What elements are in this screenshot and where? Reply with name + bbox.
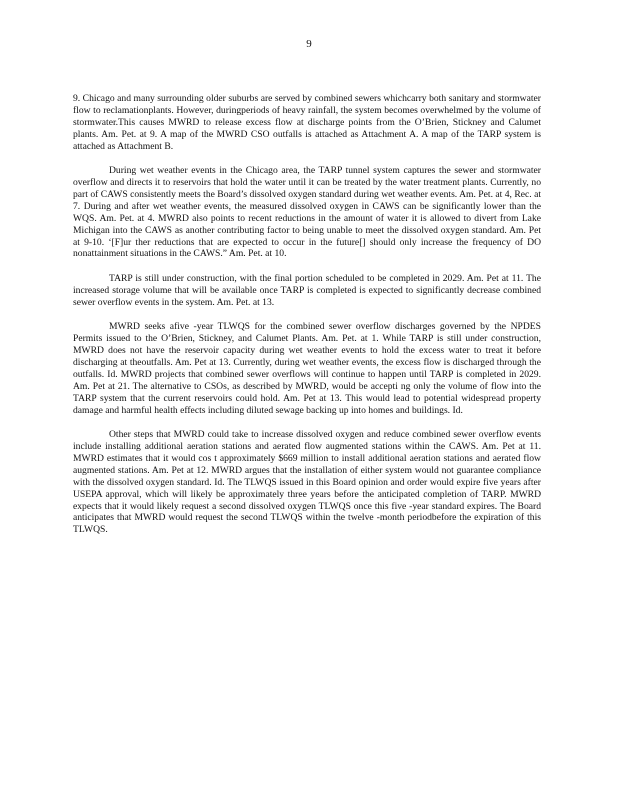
page-number: 9	[306, 38, 312, 50]
paragraph-2: During wet weather events in the Chicago area, the TARP tunnel system captures the sewer and stormwater overflow and directs it to reservoirs that hold the water until it can be treated by the water treatment plants. Currently, no part of CAWS consistently meets the Board’s dissolved oxygen standard during wet weather events. Am. Pet. at 4, Rec. at 7. During and after wet weather events, the measured dissolved oxygen in CAWS can be significantly lower than the WQS. Am. Pet. at 4. MWRD also points to recent reductions in the amount of water it is allowed to divert from Lake Michigan into the CAWS as another contributing factor to being unable to meet the dissolved oxygen standard. Am. Pet at 9-10. ‘[F]ur ther reductions that are expected to occur in the future[] should only increase the frequency of DO nonattainment situations in the CAWS.” Am. Pet. at 10.	[73, 165, 541, 260]
paragraph-1: 9. Chicago and many surrounding older suburbs are served by combined sewers whichcarry both sanitary and stormwater flow to reclamationplants. However, duringperiods of heavy rainfall, the system becomes overwhelmed by the volume of stormwater.This causes MWRD to release excess flow at discharge points from the O’Brien, Stickney and Calumet plants. Am. Pet. at 9. A map of the MWRD CSO outfalls is attached as Attachment A. A map of the TARP system is attached as Attachment B.	[73, 93, 541, 152]
paragraph-5: Other steps that MWRD could take to increase dissolved oxygen and reduce combined sewer overflow events include installing additional aeration stations and aerated flow augmented stations within the CAWS. Am. Pet at 11. MWRD estimates that it would cos t approximately $669 million to install additional aeration stations and aerated flow augmented stations. Am. Pet at 12. MWRD argues that the installation of either system would not guarantee compliance with the dissolved oxygen standard. Id. The TLWQS issued in this Board opinion and order would expire five years after USEPA approval, which will likely be approximately three years before the anticipated completion of TARP. MWRD expects that it would likely request a second dissolved oxygen TLWQS once this five -year standard expires. The Board anticipates that MWRD would request the second TLWQS within the twelve -month periodbefore the expiration of this TLWQS.	[73, 429, 541, 536]
paragraph-4: MWRD seeks afive -year TLWQS for the combined sewer overflow discharges governed by the NPDES Permits issued to the O’Brien, Stickney, and Calumet Plants. Am. Pet. at 1. While TARP is still under construction, MWRD does not have the reservoir capacity during wet weather events to hold the excess water to treat it before discharging at theoutfalls. Am. Pet at 13. Currently, during wet weather events, the excess flow is discharged through the outfalls. Id. MWRD projects that combined sewer overflows will continue to happen until TARP is completed in 2029. Am. Pet at 21. The alternative to CSOs, as described by MWRD, would be accepti ng only the volume of flow into the TARP system that the current reservoirs could hold. Am. Pet at 13. This would lead to potential widespread property damage and harmful health effects including diluted sewage backing up into homes and buildings. Id.	[73, 321, 541, 416]
document-body	[73, 93, 541, 549]
paragraph-3: TARP is still under construction, with the final portion scheduled to be completed in 2029. Am. Pet at 11. The increased storage volume that will be available once TARP is completed is expected to significantly decrease combined sewer overflow events in the system. Am. Pet. at 13.	[73, 272, 541, 308]
